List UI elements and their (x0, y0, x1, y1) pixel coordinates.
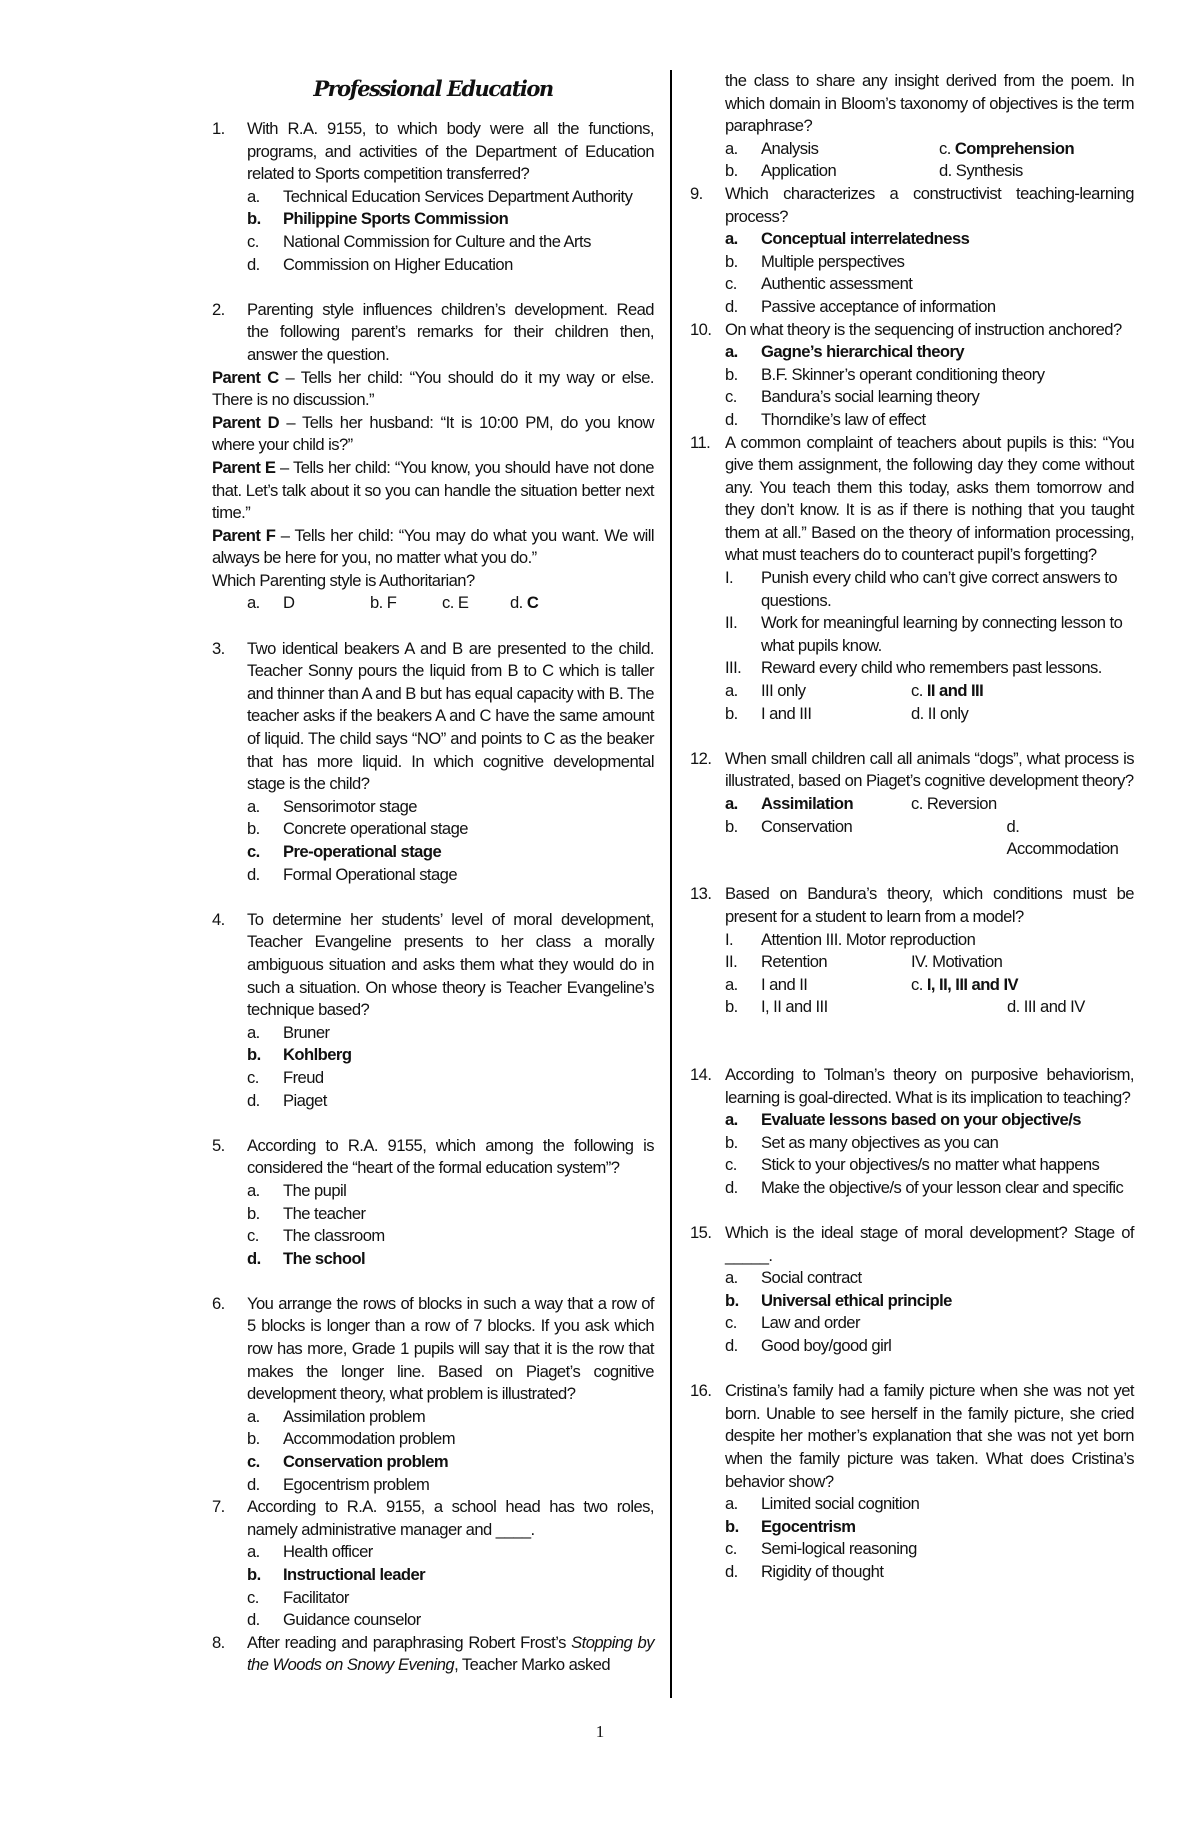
option-d: d. II only (911, 703, 969, 723)
question-4: 4. To determine her students’ level of moral development, Teacher Evangeline presents to her class a morally ambiguous situation and asks them what they would do in such a situation. On whose theory is Teacher Evangeline’s technique based? a. Bruner b. Kohlberg c. Freud d. Piaget (212, 909, 654, 1112)
option-a: a. Assimilation problem (247, 1406, 426, 1426)
option-c: c. The classroom (247, 1226, 385, 1246)
option-c-answer: c. Pre-operational stage (247, 842, 442, 861)
option-a: a. Bruner (247, 1022, 330, 1042)
option-c: c. Freud (247, 1067, 324, 1087)
option-c: c. Stick to your objectives/s no matter what happens (725, 1155, 1100, 1175)
option-c: c. Facilitator (247, 1587, 349, 1607)
question-5: 5. According to R.A. 9155, which among the following is considered the “heart of the formal education system”? a. The pupil b. The teacher c. The classroom d. The school (212, 1135, 654, 1271)
question-stem: Cristina’s family had a family picture when she was not yet born. Unable to see herself in the family picture, she cried despite her mother’s explanation that she was not yet born when the family picture was taken. What does Cristina’s behavior show? (725, 1381, 1134, 1491)
option-a: a. Health officer (247, 1542, 373, 1562)
option-d: d. Passive acceptance of information (725, 296, 996, 316)
question-2-ask: Which Parenting style is Authoritarian? (212, 570, 475, 590)
question-stem: When small children call all animals “dogs”, what process is illustrated, based on Piaget’s cognitive development theory? (725, 748, 1134, 791)
option-a: a. The pupil (247, 1180, 347, 1200)
question-stem: On what theory is the sequencing of instruction anchored? (725, 319, 1122, 339)
question-stem: After reading and paraphrasing Robert Frost’s Stopping by the Woods on Snowy Evening, Teacher Marko asked (247, 1632, 654, 1675)
page-number: 1 (595, 1722, 605, 1741)
option-c-answer: c. Comprehension (939, 138, 1075, 158)
question-stem: With R.A. 9155, to which body were all the functions, programs, and activities of the Department of Education related to Sports competition transferred? (247, 119, 654, 184)
roman-option-iii: III. Reward every child who remembers past lessons. (725, 658, 1102, 678)
question-6: 6. You arrange the rows of blocks in such a way that a row of 5 blocks is longer than a row of 7 blocks. If you ask which row has more, Grade 1 pupils will say that it is the row that makes the longer line. Based on Piaget’s cognitive development theory, what problem is illustrated? a. Assimilation problem b. Accommodation problem c. Conservation problem d. Egocentrism problem (212, 1293, 654, 1496)
option-a-answer: a. Assimilation (725, 794, 854, 813)
option-a: a. Social contract (725, 1268, 862, 1288)
option-c: c. Authentic assessment (725, 274, 913, 294)
option-b: b. B.F. Skinner’s operant conditioning theory (725, 364, 1045, 384)
option-b: b. I, II and III (725, 997, 828, 1017)
option-d: d. Commission on Higher Education (247, 254, 513, 274)
option-d: d. Synthesis (939, 161, 1023, 181)
question-7: 7. According to R.A. 9155, a school head has two roles, namely administrative manager and ____. a. Health officer b. Instructional leader c. Facilitator d. Guidance counselor (212, 1496, 654, 1632)
option-a: a. III only (725, 681, 806, 701)
question-number: 2. (212, 299, 225, 319)
question-10: 10. On what theory is the sequencing of instruction anchored? a. Gagne’s hierarchical theory b. B.F. Skinner’s operant conditioning theory c. Bandura’s social learning theory d. Thorndike’s law of effect (690, 319, 1134, 432)
question-14: 14. According to Tolman’s theory on purposive behaviorism, learning is goal-directed. What is its implication to teaching? a. Evaluate lessons based on your objective/s b. Set as many objectives as you can c. Stick to your objectives/s no matter what happens d. Make the objective/s of your lesson clear and specific (690, 1064, 1134, 1200)
option-d: d. Accommodation (1006, 816, 1119, 859)
question-2-options: a. D b. F c. E d. C (212, 592, 654, 615)
question-stem: To determine her students’ level of moral development, Teacher Evangeline presents to her class a morally ambiguous situation and asks them what they would do in such a situation. On whose theory is Teacher Evangeline’s technique based? (247, 909, 654, 1020)
option-b-answer: b. Egocentrism (725, 1516, 856, 1536)
question-3: 3. Two identical beakers A and B are presented to the child. Teacher Sonny pours the liquid from B to C which is taller and thinner than A and B but has equal capacity with B. The teacher asks if the beakers A and C have the same amount of liquid. The child says “NO” and points to C as the beaker that has more liquid. In which cognitive developmental stage is the child? a. Sensorimotor stage b. Concrete operational stage c. Pre-operational stage d. Formal Operational stage (212, 638, 654, 887)
option-b: b. Application (725, 161, 837, 181)
option-c: c. Semi-logical reasoning (725, 1539, 917, 1559)
option-b: b. Accommodation problem (247, 1429, 455, 1449)
question-13: 13. Based on Bandura’s theory, which conditions must be present for a student to learn from a model? I. Attention III. Motor reproduction II. Retention IV. Motivation a. I and II c. I, II, III and IV b. I, II and III d. III and IV (690, 883, 1134, 1019)
option-c: c. Law and order (725, 1313, 860, 1333)
option-c-answer: c. II and III (911, 681, 984, 701)
question-number: 1. (212, 119, 225, 138)
column-divider (670, 70, 672, 1698)
option-a-answer: a. Conceptual interrelatedness (725, 229, 970, 249)
option-d: d. Thorndike’s law of effect (725, 409, 926, 429)
question-stem: You arrange the rows of blocks in such a way that a row of 5 blocks is longer than a row of 7 blocks. If you ask which row has more, Grade 1 pupils will say that it is the row that makes the longer line. Based on Piaget’s cognitive development theory, what problem is illustrated? (247, 1293, 654, 1404)
question-stem: According to R.A. 9155, which among the following is considered the “heart of the formal education system”? (247, 1135, 654, 1178)
parent-d-remark: Parent D – Tells her husband: “It is 10:00 PM, do you know where your child is?” (212, 412, 654, 455)
parent-e-remark: Parent E – Tells her child: “You know, you should have not done that. Let’s talk about it so you can handle the situation better next time.” (212, 457, 654, 523)
question-stem: Based on Bandura’s theory, which conditions must be present for a student to learn from a model? (725, 884, 1134, 926)
option-b: b. Conservation (725, 816, 853, 836)
option-a: a. Limited social cognition (725, 1494, 920, 1514)
question-stem: Which characterizes a constructivist teaching-learning process? (725, 183, 1134, 226)
option-a: a. I and II (725, 974, 808, 994)
question-9: 9. Which characterizes a constructivist teaching-learning process? a. Conceptual interrelatedness b. Multiple perspectives c. Authentic assessment d. Passive acceptance of information (690, 183, 1134, 319)
option-a: a. Sensorimotor stage (247, 796, 417, 816)
question-stem: According to R.A. 9155, a school head has two roles, namely administrative manager and ____. (247, 1497, 654, 1539)
roman-option-i: I. Punish every child who can’t give correct answers to questions. (725, 568, 1117, 610)
option-c: c. Reversion (911, 794, 997, 813)
page-title: Professional Education (313, 76, 553, 101)
question-8-continued (690, 70, 1134, 183)
option-b: b. Multiple perspectives (725, 251, 905, 271)
option-c: c. Bandura’s social learning theory (725, 387, 980, 407)
question-15: 15. Which is the ideal stage of moral development? Stage of _____. a. Social contract b. Universal ethical principle c. Law and order d. Good boy/good girl (690, 1222, 1134, 1358)
option-a: a. Technical Education Services Department Authority (247, 186, 633, 206)
option-d: d. Rigidity of thought (725, 1562, 884, 1581)
option-d-answer: d. The school (247, 1248, 366, 1268)
question-2 (212, 299, 654, 367)
roman-option-iv: IV. Motivation (911, 952, 1003, 972)
option-a-answer: a. Evaluate lessons based on your objective/s (725, 1110, 1081, 1130)
option-b: b. F (370, 593, 397, 613)
question-stem: Parenting style influences children’s development. Read the following parent’s remarks for their children then, answer the question. (247, 299, 654, 364)
option-b-answer: b. Universal ethical principle (725, 1290, 952, 1310)
right-column (690, 70, 1134, 1584)
parent-f-remark: Parent F – Tells her child: “You may do what you want. We will always be here for you, no matter what you do.” (212, 525, 654, 568)
option-d: d. Egocentrism problem (247, 1474, 430, 1494)
option-b: b. Concrete operational stage (247, 819, 468, 839)
parent-c-remark: Parent C – Tells her child: “You should do it my way or else. There is no discussion.” (212, 367, 654, 410)
option-b-answer: b. Philippine Sports Commission (247, 209, 509, 229)
question-11: 11. A common complaint of teachers about pupils is this: “You give them assignment, the following day they come without any. You teach them this today, asks them tomorrow and they don’t know. It is as if there is nothing that you taught them at all.” Based on the theory of information processing, what must teachers do to counteract pupil’s forgetting? I. Punish every child who can’t give correct answers to questions. II. Work for meaningful learning by connecting lesson to what pupils know. III. Reward every child who remembers past lessons. a. III only c. II and III b. I and III d. II only (690, 432, 1134, 726)
question-1 (212, 118, 654, 276)
option-d-answer: d. C (510, 593, 539, 613)
question-stem: the class to share any insight derived from the poem. In which domain in Bloom’s taxonomy of objectives is the term paraphrase? (725, 71, 1134, 136)
option-b: b. The teacher (247, 1203, 366, 1223)
roman-option-ii: II. Work for meaningful learning by connecting lesson to what pupils know. (725, 613, 1123, 655)
question-16: 16. Cristina’s family had a family picture when she was not yet born. Unable to see herself in the family picture, she cried despite her mother’s explanation that she was not yet born when the family picture was taken. What does Cristina’s behavior show? a. Limited social cognition b. Egocentrism c. Semi-logical reasoning d. Rigidity of thought (690, 1380, 1134, 1583)
option-a: D (283, 593, 295, 613)
question-12: 12. When small children call all animals “dogs”, what process is illustrated, based on Piaget’s cognitive development theory? a. Assimilation c. Reversion b. Conservation d. Accommodation (690, 748, 1134, 861)
option-d: d. Make the objective/s of your lesson clear and specific (725, 1177, 1124, 1197)
question-8: 8. After reading and paraphrasing Robert Frost’s Stopping by the Woods on Snowy Evening, Teacher Marko asked (212, 1632, 654, 1677)
roman-option-ii: II. Retention (725, 952, 828, 972)
option-a: a. Analysis (725, 138, 819, 158)
question-stem: According to Tolman’s theory on purposive behaviorism, learning is goal-directed. What is its implication to teaching? (725, 1064, 1134, 1107)
option-d: d. Piaget (247, 1090, 327, 1110)
option-d: d. Good boy/good girl (725, 1336, 892, 1356)
roman-option-i: I. Attention III. Motor reproduction (725, 929, 976, 949)
option-c: c. National Commission for Culture and the Arts (247, 231, 591, 251)
option-c-answer: c. I, II, III and IV (911, 974, 1019, 994)
option-a-answer: a. Gagne’s hierarchical theory (725, 342, 965, 362)
option-b-answer: b. Instructional leader (247, 1565, 426, 1584)
option-b-answer: b. Kohlberg (247, 1045, 352, 1065)
option-c-answer: c. Conservation problem (247, 1452, 449, 1472)
left-column (212, 70, 654, 1677)
option-b: b. Set as many objectives as you can (725, 1132, 999, 1152)
question-stem: Two identical beakers A and B are presented to the child. Teacher Sonny pours the liquid from B to C which is taller and thinner than A and B but has equal capacity with B. The teacher asks if the beakers A and C have the same amount of liquid. The child says “NO” and points to C as the beaker that has more liquid. In which cognitive developmental stage is the child? (247, 638, 654, 794)
question-stem: A common complaint of teachers about pupils is this: “You give them assignment, the following day they come without any. You teach them this today, asks them tomorrow and they don’t know. It is as if there is nothing that you taught them at all.” Based on the theory of information processing, what must teachers do to counteract pupil’s forgetting? (725, 432, 1134, 565)
option-d: d. III and IV (1007, 997, 1085, 1017)
option-b: b. I and III (725, 703, 812, 723)
option-d: d. Guidance counselor (247, 1610, 421, 1630)
option-d: d. Formal Operational stage (247, 864, 458, 884)
option-c: c. E (442, 593, 469, 613)
question-stem: Which is the ideal stage of moral development? Stage of _____. (725, 1223, 1134, 1265)
